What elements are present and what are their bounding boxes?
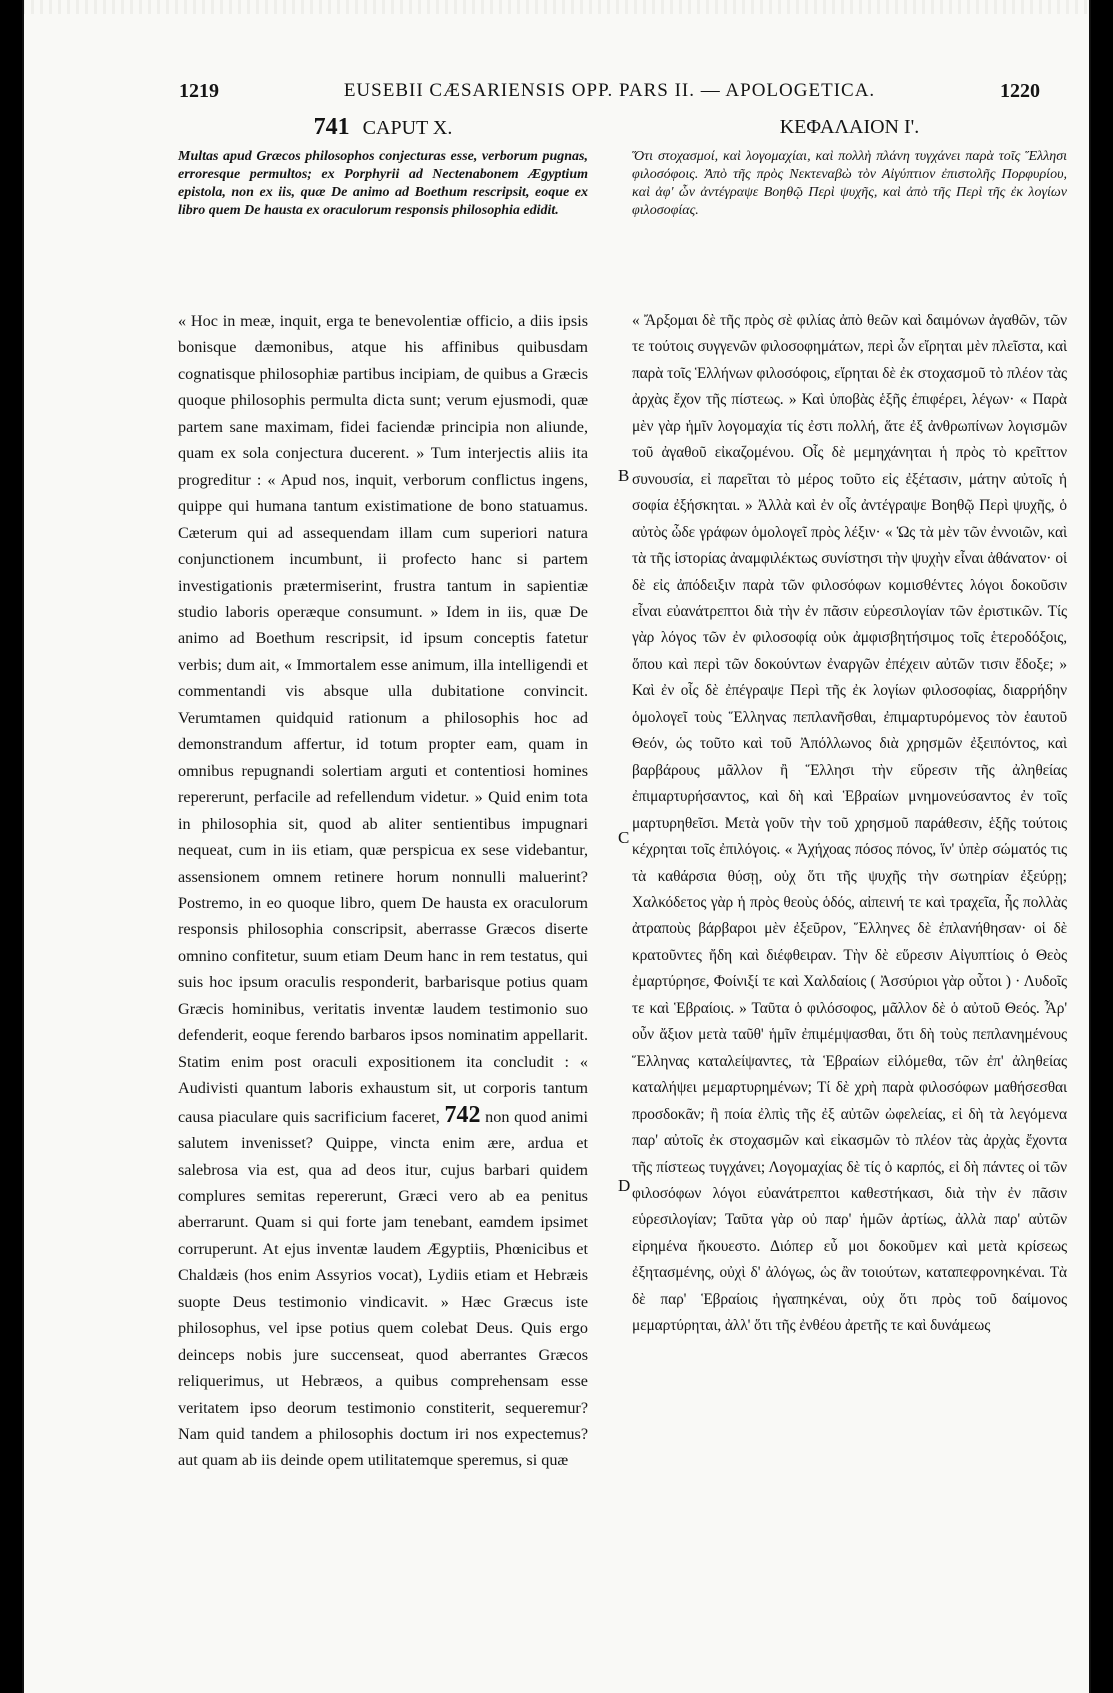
latin-body-text-2: non quod animi salutem invenisset? Quippe, vincta enim ære, ardua et salebrosa via est, qua ad deos itur, cujus barbari quidem complures semitas repererunt, Græci vero ab ea penitus aberrarunt. Quam si qui forte jam tenebant, eamdem ipsimet corruperunt. At ejus inventæ laudem Ægyptiis, Phœnicibus et Chaldæis (hos enim Assyrios vocat), Lydiis etiam et Hebræis suopte Deus testimonio vindicavit. » Hæc Græcus iste philosophus, vel ipse potius quem colebat Deus. Quis ergo deinceps nobis jure succenseat, quod aberrantes Græcos reliquerimus, ut Hebræos, a quibus comprehensam esse veritatem ipso deorum testimonio constiterit, sequeremur? Nam quid tandem a philosophis doctum iri nos expectemus? aut quam ab iis deinde opem utilitatemque speremus, si quæ (178, 1107, 588, 1470)
margin-number-2: 742 (444, 1101, 481, 1128)
right-border (1089, 0, 1091, 1693)
book-page (22, 0, 1091, 1693)
margin-letter-d: D (618, 1176, 631, 1195)
running-head-title: EUSEBII CÆSARIENSIS OPP. PARS II. — APOLOGETICA. (343, 80, 876, 101)
latin-chapter-summary: Multas apud Græcos philosophos conjecturas esse, verborum pugnas, erroresque permultos; ex Porphyrii ad Nectenabonem Ægyptium epistola, non ex iis, quæ De animo ad Boethum rescripsit, eoque ex libro quem De hausta ex oraculorum responsis philosophia edidit. (178, 149, 588, 218)
left-page-number: 1219 (179, 80, 219, 102)
greek-chapter-title: ΚΕΦΑΛΑΙΟΝ Ι'. (779, 116, 920, 138)
latin-body (178, 308, 588, 1474)
latin-body-text-1: « Hoc in meæ, inquit, erga te benevolentiæ officio, a diis ipsis bonisque dæmonibus, atque his affinibus quibusdam cognatisque philosophiæ partibus incipiam, de quibus a Græcis quoque philosophis permulta dicta sunt; verum ejusmodi, quæ partem sane maximam, fidei faciendæ principia non aliunde, quam ex sola conjectura ducerent. » Tum interjectis aliis ita progreditur : « Apud nos, inquit, verborum conflictus ingens, quippe qui humana tantum existimatione de bono statuamus. Cæterum qui ad assequendam illam cum superiori natura conjunctionem incumbunt, ii profecto hanc si partem investigationis prætermiserint, frustra tantum in sapientiæ studio laboris operæque consumunt. » Idem in iis, quæ De animo ad Boethum rescripsit, id ipsum conceptis fatetur verbis; dum ait, « Immortalem esse animum, illa intelligendi et commentandi vis absque ulla dubitatione convincit. Verumtamen quidquid rationum a philosophis hoc ad demonstrandum affertur, id totum propter eam, quam in omnibus repugnandi solertiam arguti et contentiosi homines repererunt, perfacile ad refellendum videtur. » Quid enim tota in philosophia sit, quod ab aliter sentientibus impugnari nequeat, cum in iis etiam, quæ perspicua ex sese videbantur, assensionem omnem retinere horum nonnulli maluerint? Postremo, in eo quoque libro, quem De hausta ex oraculorum responsis philosophia conscripsit, aberrasse Græcos diserte omnino confitetur, suum etiam Deum hanc in rem testatus, qui suis hoc ipsum oraculis responderit, barbarisque potius quam Græcis hominibus, veritatis inventæ laudem testimonio suo defenderit, eoque ferendo barbaros ipsos nominatim appellarit. Statim enim post oraculi expositionem ita concludit : « Audivisti quantum laboris exhaustum sit, ut corporis tantum causa piaculare quis sacrificium faceret, (178, 312, 588, 1126)
left-border (22, 0, 24, 1693)
latin-chapter-heading (178, 112, 588, 142)
latin-column (178, 112, 588, 1474)
latin-chapter-title: CAPUT X. (362, 117, 453, 139)
right-page-number: 1220 (1000, 80, 1040, 102)
greek-body-text: « Ἄρξομαι δὲ τῆς πρὸς σὲ φιλίας ἀπὸ θεῶν καὶ δαιμόνων ἀγαθῶν, τῶν τε τούτοις συγγενῶν φιλοσοφημάτων, περὶ ὧν εἴρηται μὲν πλεῖστα, καὶ παρὰ τοῖς Ἑλλήνων φιλοσόφοις, εἴρηται δὲ ἐκ στοχασμοῦ τὸ πλέον τὰς ἀρχὰς ἔχον τῆς πίστεως. » Καὶ ὑποβὰς ἑξῆς ἐπιφέρει, λέγων· « Παρὰ μὲν γὰρ ἡμῖν λογομαχία τίς ἐστι πολλή, ἅτε ἐξ ἀνθρωπίνων λογισμῶν τοῦ ἀγαθοῦ εἰκαζομένου. Οἷς δὲ μεμηχάνηται ἡ πρὸς τὸ κρεῖττον συνουσία, εἰ παρεῖται τὸ μέρος τοῦτο εἰς ἐξέτασιν, μάτην αὐτοῖς ἡ σοφία ἐξήσκηται. » Ἀλλὰ καὶ ἐν οἷς ἀντέγραψε Βοηθῷ Περὶ ψυχῆς, ὁ αὐτὸς ὧδε γράφων ὁμολογεῖ πρὸς λέξιν· « Ὡς τὰ μὲν τῶν ἐννοιῶν, καὶ τὰ τῆς ἱστορίας ἀναμφιλέκτως συνίστησι τὴν ψυχὴν εἶναι ἀθάνατον· οἱ δὲ εἰς ἀπόδειξιν παρὰ τῶν φιλοσόφων κομισθέντες λόγοι δοκοῦσιν εἶναι εὐανάτρεπτοι διὰ τὴν ἐν πᾶσιν εὑρεσιλογίαν τῶν ἐριστικῶν. Τίς γὰρ λόγος τῶν ἐν φιλοσοφίᾳ οὐκ ἀμφισβητήσιμος τοῖς ἑτεροδόξοις, ὅπου καὶ περὶ τῶν δοκούντων ἐναργῶν ἐπέχειν αὐτῶν τισιν ἔδοξε; » Καὶ ἐν οἷς δὲ ἐπέγραψε Περὶ τῆς ἐκ λογίων φιλοσοφίας, διαρρήδην ὁμολογεῖ τοὺς Ἕλληνας πεπλανῆσθαι, ἐπιμαρτυρόμενος τὸν ἑαυτοῦ Θεόν, ὡς τοῦτο καὶ τοῦ Ἀπόλλωνος διὰ χρησμῶν ἐξειπόντος, καὶ βαρβάρους μᾶλλον ἢ Ἕλλησι τὴν εὕρεσιν τῆς ἀληθείας ἐπιμαρτυρήσαντος, καὶ δὴ καὶ Ἑβραίων μνημονεύσαντος ἐν τοῖς μαρτυρηθεῖσι. Μετὰ γοῦν τὴν τοῦ χρησμοῦ παράθεσιν, ἑξῆς τούτοις κέχρηται τοῖς ἐπιλόγοις. « Ἀχήχοας πόσος πόνος, ἵν' ὑπὲρ σώματός τις τὰ καθάρσια θύσῃ, οὐχ ὅτι τῆς ψυχῆς τὴν σωτηρίαν ἐξεύρῃ; Χαλκόδετος γὰρ ἡ πρὸς θεοὺς ὁδός, αἰπεινή τε καὶ τραχεῖα, ἧς πολλὰς ἀτραποὺς βάρβαροι μὲν ἐξεῦρον, Ἕλληνες δὲ ἐπλανήθησαν· οἱ δὲ κρατοῦντες ἤδη καὶ διέφθειραν. Τὴν δὲ εὕρεσιν Αἰγυπτίοις ὁ Θεὸς ἐμαρτύρησε, Φοίνιξί τε καὶ Χαλδαίοις ( Ἀσσύριοι γὰρ οὗτοι ) · Λυδοῖς τε καὶ Ἑβραίοις. » Ταῦτα ὁ φιλόσοφος, μᾶλλον δὲ ὁ αὐτοῦ Θεός. Ἆρ' οὖν ἄξιον μετὰ ταῦθ' ἡμῖν ἐπιμέμψασθαι, ὅτι δὴ τοὺς πεπλανημένους Ἕλληνας καταλείψαντες, τὰ Ἑβραίων εἱλόμεθα, τῶν ἐπ' ἀληθείας καταλήψει μεμαρτυρημένων; Τί δὲ χρὴ παρὰ φιλοσόφων μαθήσεσθαι προσδοκᾶν; ἢ ποία ἐλπὶς τῆς ἐξ αὐτῶν ὠφελείας, εἰ δὴ τὰ λεγόμενα παρ' αὐτοῖς ἐκ στοχασμῶν καὶ εἰκασμῶν τὸ πλέον τὰς ἀρχὰς ἔχοντα τῆς πίστεως τυγχάνει; Λογομαχίας δὲ τίς ὁ καρπός, εἰ δὴ πάντες οἱ τῶν φιλοσόφων λόγοι εὐανάτρεπτοι καθεστήκασι, διὰ τὴν ἐν πᾶσιν εὑρεσιλογίαν; Ταῦτα γὰρ οὐ παρ' ἡμῶν ἀρτίως, ἀλλὰ παρ' αὐτῶν εἰρημένα ἤκουεστο. Διόπερ εὖ μοι δοκοῦμεν καὶ μετὰ κρίσεως ἐξητασμένης, οὐχὶ δ' ἀλόγως, ὡς ἂν τοιούτων, καταπεφρονηκέναι. Τὰ δὲ παρ' Ἑβραίοις ἠγαπηκέναι, οὐχ ὅτι πρὸς τοῦ δαίμονος μεμαρτύρηται, ἀλλ' ὅτι τῆς ἐνθέου ἀρετῆς τε καὶ δυνάμεως (632, 312, 1067, 1335)
running-head (157, 74, 1062, 114)
scan-edge (22, 0, 1091, 14)
greek-body (632, 308, 1067, 1340)
greek-chapter-summary: Ὅτι στοχασμοί, καὶ λογομαχίαι, καὶ πολλὴ πλάνη τυγχάνει παρὰ τοῖς Ἕλλησι φιλοσόφοις. Ἀπὸ τῆς πρὸς Νεκτεναβὼ τὸν Αἰγύπτιον ἐπιστολῆς Πορφυρίου, καὶ ἀφ' ὧν ἀντέγραψε Βοηθῷ Περὶ ψυχῆς, καὶ ἀπὸ τῆς Περὶ τῆς ἐκ λογίων φιλοσοφίας. (632, 149, 1067, 218)
greek-column (632, 112, 1067, 1340)
margin-letter-c: C (618, 828, 630, 847)
margin-number: 741 (313, 114, 350, 140)
margin-letter-b: B (618, 466, 630, 485)
